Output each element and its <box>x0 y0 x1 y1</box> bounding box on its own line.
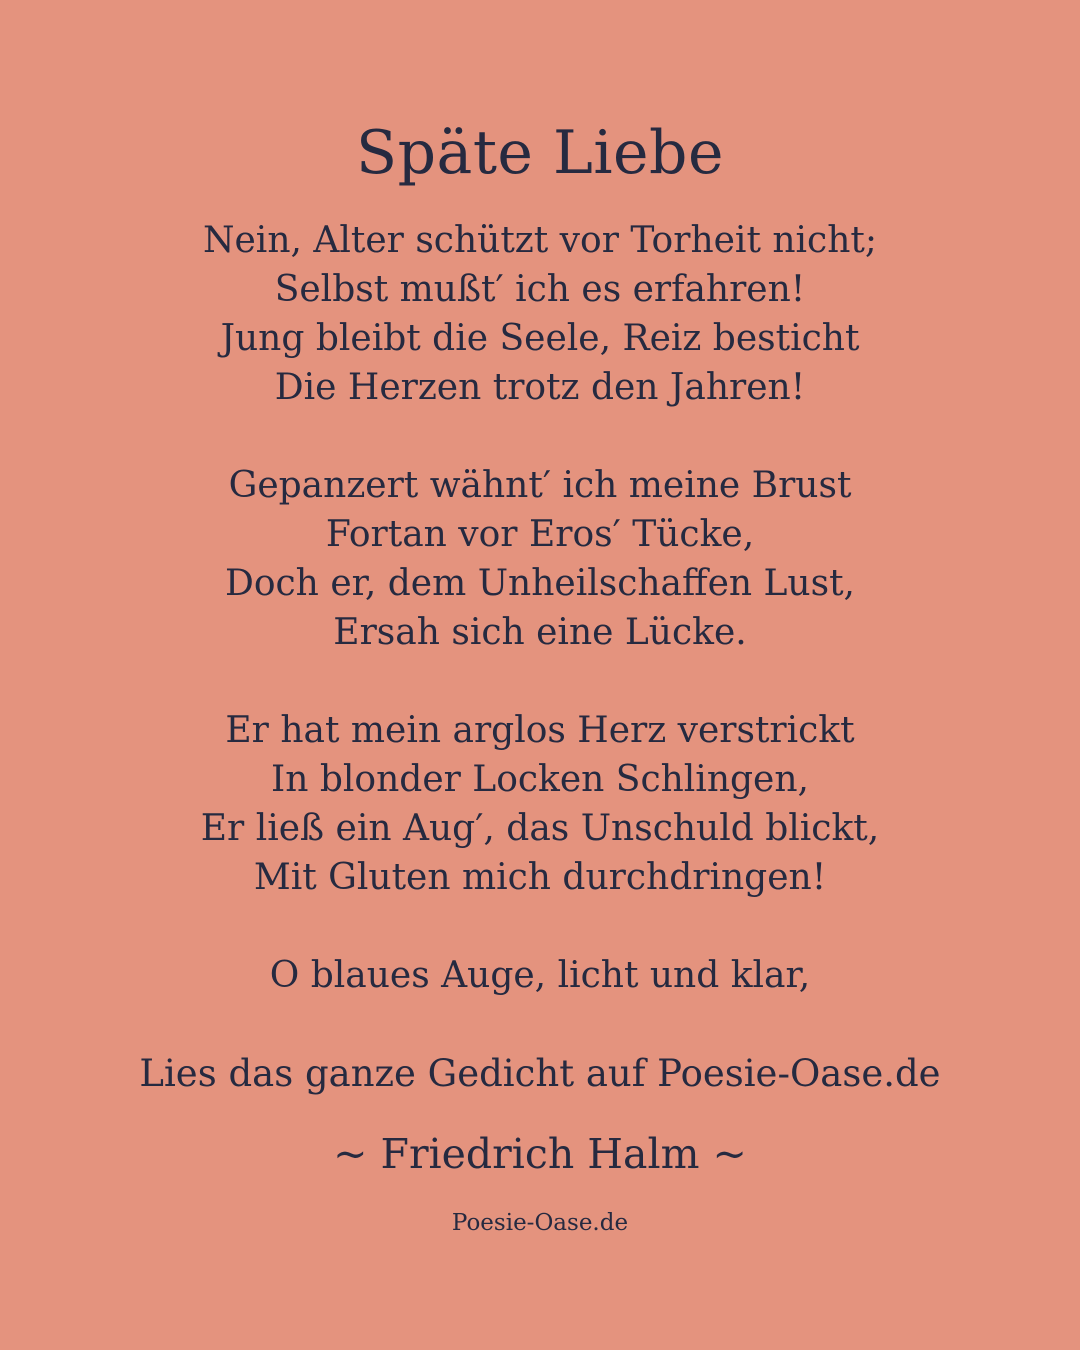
poem-line: Fortan vor Eros′ Tücke, <box>325 514 755 555</box>
poem-line: Nein, Alter schützt vor Torheit nicht; <box>203 220 877 261</box>
poem-line: Er ließ ein Aug′, das Unschuld blickt, <box>200 808 880 849</box>
stanza-4 <box>0 951 1080 1000</box>
poem-line: O blaues Auge, licht und klar, <box>269 955 811 996</box>
poem-line: Er hat mein arglos Herz verstrickt <box>225 710 855 751</box>
poem-line: Die Herzen trotz den Jahren! <box>274 367 806 408</box>
poem-line: Jung bleibt die Seele, Reiz besticht <box>220 318 860 359</box>
site-watermark: Poesie-Oase.de <box>451 1210 629 1236</box>
poem-line: Doch er, dem Unheilschaffen Lust, <box>224 563 856 604</box>
poem-line: Gepanzert wähnt′ ich meine Brust <box>228 465 852 506</box>
stanza-3 <box>0 706 1080 902</box>
poem-line: In blonder Locken Schlingen, <box>271 759 809 800</box>
poem-title: Späte Liebe <box>356 118 724 188</box>
stanza-2 <box>0 461 1080 657</box>
stanza-1 <box>0 216 1080 412</box>
poem-line: Ersah sich eine Lücke. <box>333 612 747 653</box>
poem-body <box>0 216 1080 1049</box>
read-more-text: Lies das ganze Gedicht auf Poesie-Oase.de <box>139 1052 941 1095</box>
poem-line: Selbst mußt′ ich es erfahren! <box>274 269 806 310</box>
poem-author: ~ Friedrich Halm ~ <box>333 1130 747 1178</box>
poem-line: Mit Gluten mich durchdringen! <box>253 857 827 898</box>
